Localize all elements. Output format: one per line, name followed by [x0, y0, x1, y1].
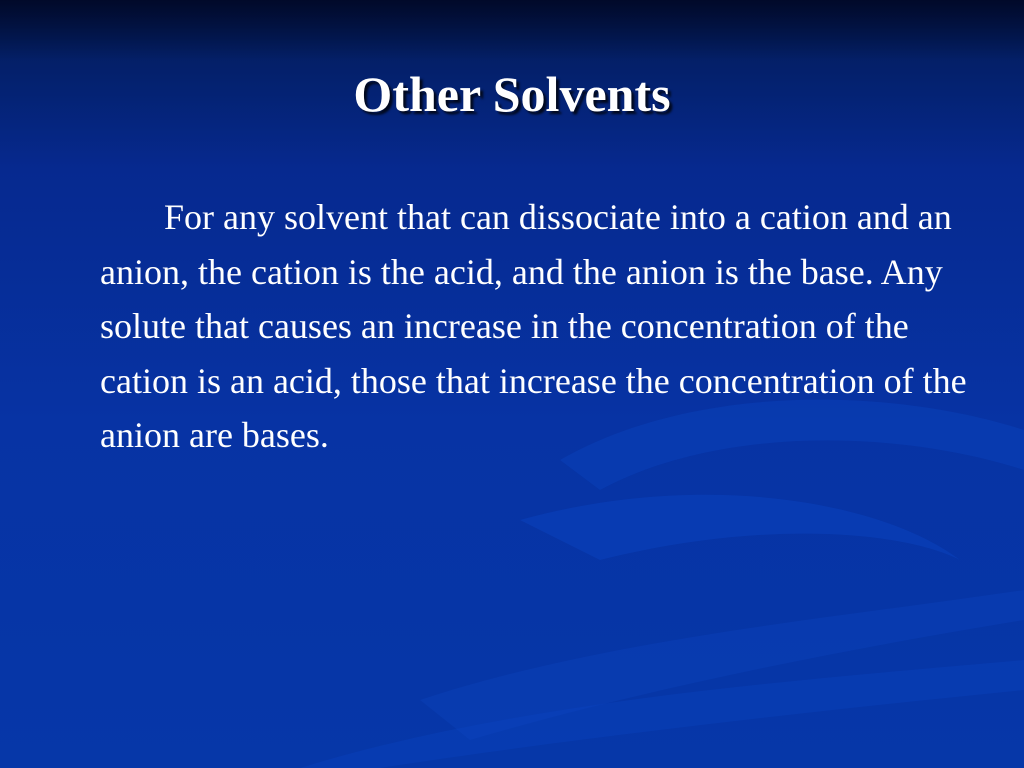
- slide-body-text: For any solvent that can dissociate into a cation and an anion, the cation is the acid, and the anion is the base. Any solute that causes an increase in the concentration of the cation is an acid, those that increase the concentration of the anion are bases.: [100, 197, 967, 455]
- slide-title: Other Solvents: [353, 66, 671, 122]
- swoosh-band-middle: [520, 495, 960, 560]
